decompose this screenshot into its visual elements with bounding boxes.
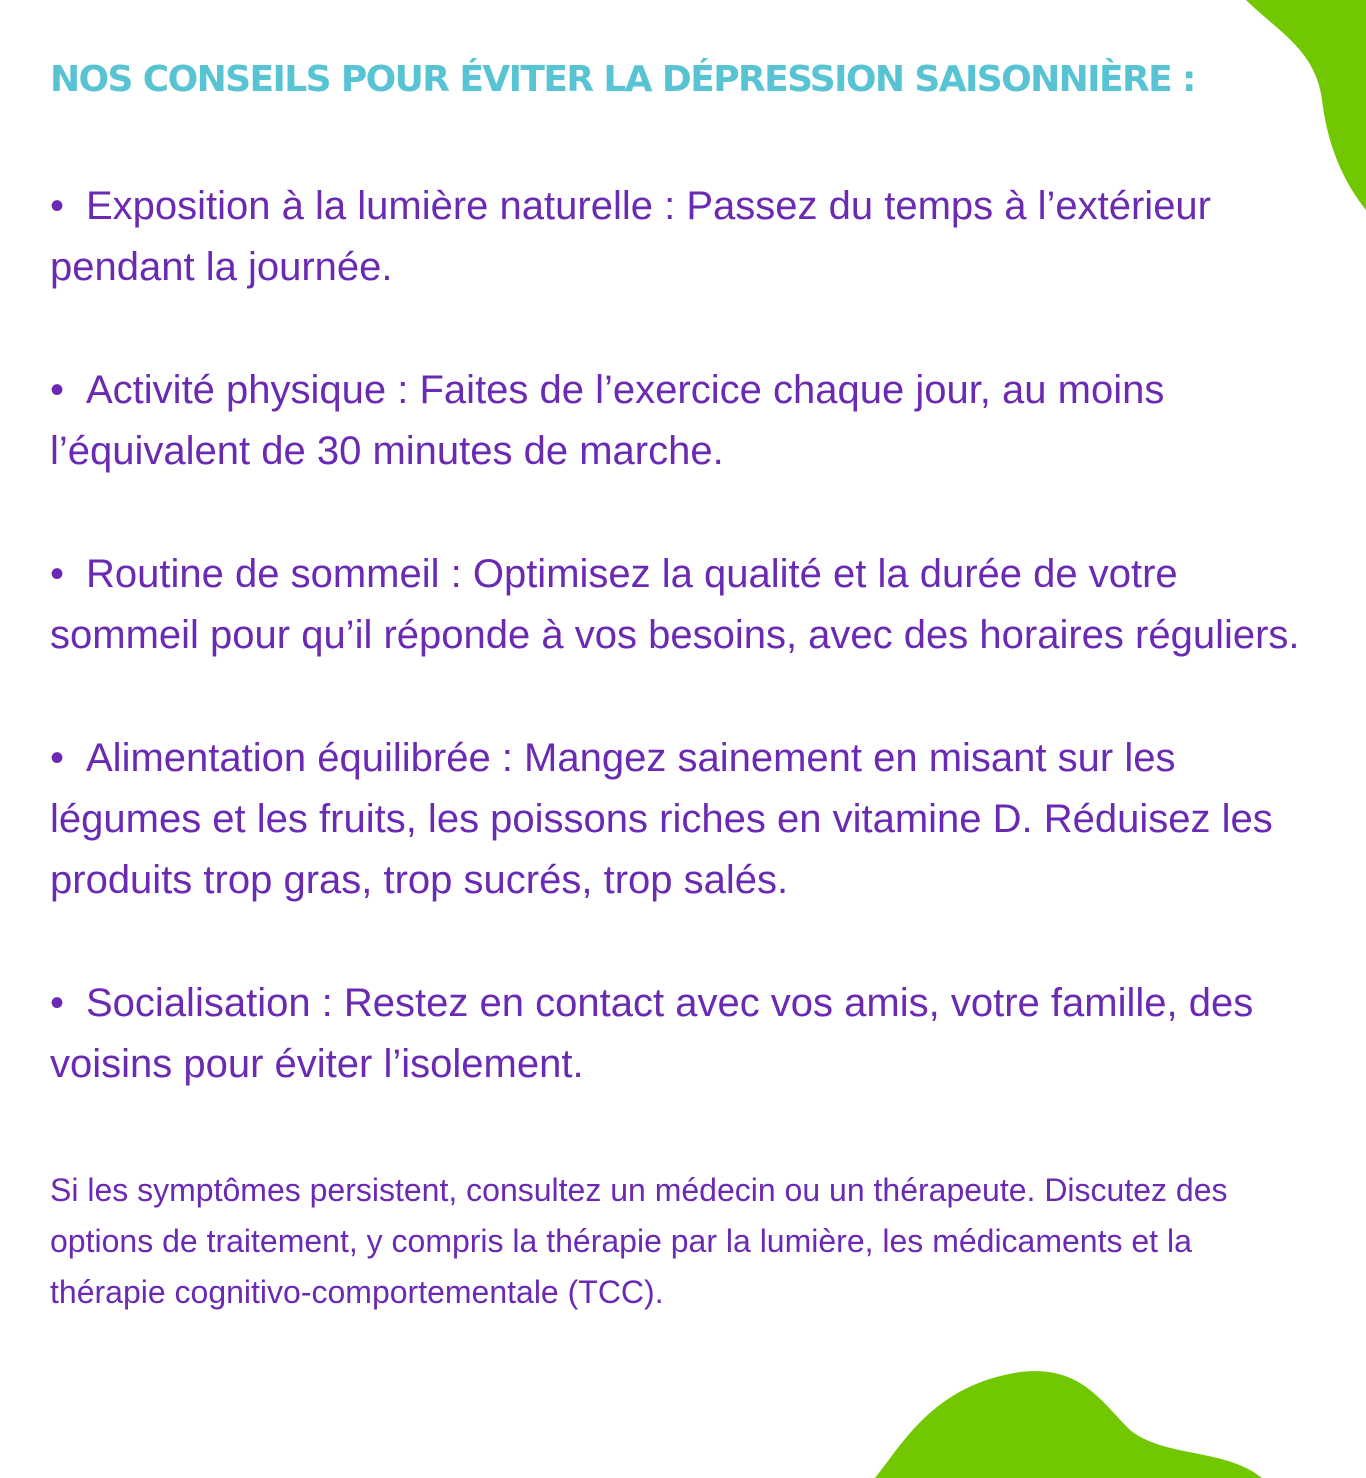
bullet-icon: • — [50, 981, 65, 1025]
consultation-note: Si les symptômes persistent, consultez un médecin ou un thérapeute. Discutez des options de traitement, y compris la thérapie par la lumière, les médicaments et la thérapie cognitivo-comportementale (TCC). — [50, 1172, 1228, 1310]
bullet-icon: • — [50, 552, 65, 596]
tips-list — [50, 176, 1315, 1095]
page-title: NOS CONSEILS POUR ÉVITER LA DÉPRESSION SAISONNIÈRE : — [50, 59, 1195, 100]
tip-item-socialisation — [50, 973, 1315, 1095]
tip-item-nutrition — [50, 728, 1315, 911]
tip-text: Routine de sommeil : Optimisez la qualité et la durée de votre sommeil pour qu’il réponde à vos besoins, avec des horaires réguliers. — [50, 552, 1300, 657]
tip-text: Socialisation : Restez en contact avec vos amis, votre famille, des voisins pour éviter l’isolement. — [50, 981, 1254, 1086]
bullet-icon: • — [50, 736, 65, 780]
tip-text: Activité physique : Faites de l’exercice chaque jour, au moins l’équivalent de 30 minutes de marche. — [50, 368, 1165, 473]
tip-item-sleep — [50, 544, 1315, 666]
tip-text: Exposition à la lumière naturelle : Passez du temps à l’extérieur pendant la journée. — [50, 184, 1211, 289]
tip-text: Alimentation équilibrée : Mangez sainement en misant sur les légumes et les fruits, les poissons riches en vitamine D. Réduisez les produits trop gras, trop sucrés, trop salés. — [50, 736, 1273, 902]
bullet-icon: • — [50, 368, 65, 412]
bullet-icon: • — [50, 184, 65, 228]
advice-content — [50, 56, 1315, 1318]
tip-item-light — [50, 176, 1315, 298]
tip-item-activity — [50, 360, 1315, 482]
